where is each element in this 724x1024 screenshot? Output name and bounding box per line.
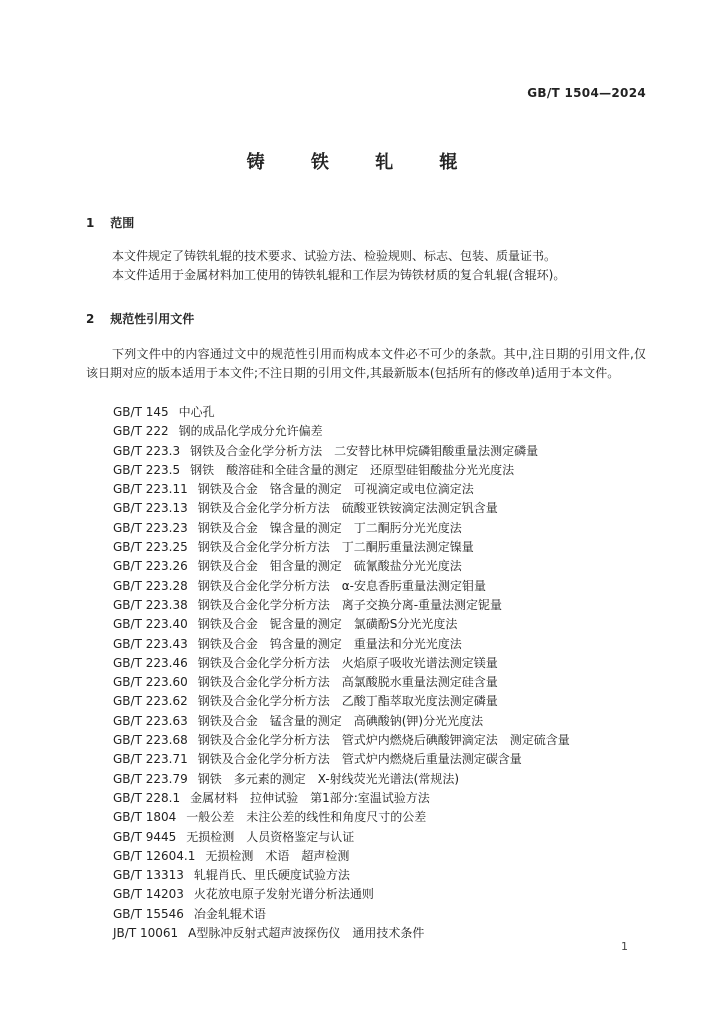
reference-title: 钢的成品化学成分允许偏差 [178,424,323,439]
reference-code: GB/T 223.68 [113,733,188,748]
reference-title: 钢铁及合金 镍含量的测定 丁二酮肟分光光度法 [197,520,462,535]
reference-item [113,847,570,866]
reference-title: 钢铁及合金化学分析方法 α-安息香肟重量法测定钼量 [197,578,486,593]
reference-title: 钢铁及合金 钼含量的测定 硫氰酸盐分光光度法 [197,559,462,574]
reference-code: GB/T 9445 [113,829,177,844]
reference-title: 钢铁及合金化学分析方法 乙酸丁酯萃取光度法测定磷量 [197,694,498,709]
reference-title: 金属材料 拉伸试验 第1部分:室温试验方法 [190,790,430,805]
reference-code: GB/T 223.60 [113,675,188,690]
reference-code: GB/T 223.26 [113,559,188,574]
reference-item [113,422,570,441]
section-number: 1 [86,216,95,230]
reference-item [113,673,570,692]
reference-title: 钢铁及合金化学分析方法 丁二酮肟重量法测定镍量 [197,540,474,555]
reference-title: 钢铁及合金化学分析方法 管式炉内燃烧后碘酸钾滴定法 测定硫含量 [197,733,570,748]
reference-code: GB/T 223.3 [113,443,181,458]
reference-code: GB/T 223.25 [113,540,188,555]
reference-item [113,731,570,750]
reference-item [113,596,570,615]
reference-item [113,615,570,634]
reference-item [113,461,570,480]
reference-code: GB/T 223.5 [113,462,181,477]
standard-number: GB/T 1504—2024 [527,86,646,100]
reference-title: 冶金轧辊术语 [193,906,266,921]
reference-title: 钢铁及合金化学分析方法 高氯酸脱水重量法测定硅含量 [197,675,498,690]
reference-title: 钢铁及合金 铬含量的测定 可视滴定或电位滴定法 [197,482,474,497]
reference-item [113,770,570,789]
reference-item [113,538,570,557]
reference-code: GB/T 223.28 [113,578,188,593]
reference-title: 钢铁及合金 钨含量的测定 重量法和分光光度法 [197,636,462,651]
reference-code: GB/T 223.23 [113,520,188,535]
reference-code: GB/T 14203 [113,887,184,902]
reference-title: 钢铁及合金化学分析方法 硫酸亚铁铵滴定法测定钒含量 [197,501,498,516]
document-title: 铸 铁 轧 辊 [246,152,478,173]
scope-paragraph-2: 本文件适用于金属材料加工使用的铸铁轧辊和工作层为铸铁材质的复合轧辊(含辊环)。 [112,268,566,282]
reference-title: 钢铁 酸溶硅和全硅含量的测定 还原型硅钼酸盐分光光度法 [190,462,515,477]
reference-item [113,924,570,943]
reference-item [113,789,570,808]
reference-title: 无损检测 术语 超声检测 [205,848,350,863]
reference-item [113,750,570,769]
reference-item [113,692,570,711]
reference-code: GB/T 223.13 [113,501,188,516]
reference-item [113,828,570,847]
reference-item [113,808,570,827]
reference-item [113,654,570,673]
reference-code: GB/T 223.46 [113,655,188,670]
reference-code: GB/T 223.43 [113,636,188,651]
reference-title: 钢铁 多元素的测定 X-射线荧光光谱法(常规法) [197,771,460,786]
reference-title: 中心孔 [178,405,215,419]
page-number: 1 [621,940,628,953]
reference-title: 无损检测 人员资格鉴定与认证 [186,829,355,844]
reference-title: 钢铁及合金化学分析方法 管式炉内燃烧后重量法测定碳含量 [197,752,522,767]
reference-code: GB/T 228.1 [113,790,181,805]
reference-item [113,885,570,904]
reference-item [113,635,570,654]
reference-title: A型脉冲反射式超声波探伤仪 通用技术条件 [188,926,425,941]
reference-item [113,519,570,538]
section-title: 规范性引用文件 [110,312,195,326]
reference-item [113,442,570,461]
reference-item [113,905,570,924]
reference-title: 轧辊肖氏、里氏硬度试验方法 [193,868,350,883]
reference-list [113,403,570,943]
scope-paragraph-1: 本文件规定了铸铁轧辊的技术要求、试验方法、检验规则、标志、包装、质量证书。 [112,249,557,263]
reference-code: GB/T 145 [113,405,169,419]
section-title: 范围 [110,216,135,230]
reference-code: GB/T 12604.1 [113,848,196,863]
reference-code: GB/T 223.40 [113,617,188,632]
reference-item [113,866,570,885]
reference-code: GB/T 223.62 [113,694,188,709]
reference-item [113,577,570,596]
reference-code: GB/T 223.38 [113,597,188,612]
reference-item [113,403,570,422]
reference-code: JB/T 10061 [113,926,179,941]
reference-code: GB/T 15546 [113,906,184,921]
reference-item [113,712,570,731]
reference-code: GB/T 223.11 [113,482,188,497]
reference-code: GB/T 13313 [113,868,184,883]
reference-title: 钢铁及合金化学分析方法 二安替比林甲烷磷钼酸重量法测定磷量 [190,443,539,458]
reference-title: 一般公差 未注公差的线性和角度尺寸的公差 [186,810,427,825]
reference-code: GB/T 223.79 [113,771,188,786]
reference-code: GB/T 1804 [113,810,177,825]
normative-intro: 下列文件中的内容通过文中的规范性引用而构成本文件必不可少的条款。其中,注日期的引用文件,仅该日期对应的版本适用于本文件;不注日期的引用文件,其最新版本(包括所有的修改单)适用于本文件。 [86,347,646,380]
reference-item [113,480,570,499]
reference-code: GB/T 223.71 [113,752,188,767]
reference-item [113,499,570,518]
section-heading-scope [86,214,134,231]
reference-title: 钢铁及合金化学分析方法 离子交换分离-重量法测定铌量 [197,597,503,612]
reference-title: 钢铁及合金 锰含量的测定 高碘酸钠(钾)分光光度法 [197,713,484,728]
reference-code: GB/T 223.63 [113,713,188,728]
reference-title: 火花放电原子发射光谱分析法通则 [193,887,374,902]
reference-title: 钢铁及合金化学分析方法 火焰原子吸收光谱法测定镁量 [197,655,498,670]
section-heading-normative [86,310,194,327]
reference-code: GB/T 222 [113,424,169,439]
reference-title: 钢铁及合金 铌含量的测定 氯磺酚S分光光度法 [197,617,458,632]
section-number: 2 [86,312,95,326]
reference-item [113,557,570,576]
